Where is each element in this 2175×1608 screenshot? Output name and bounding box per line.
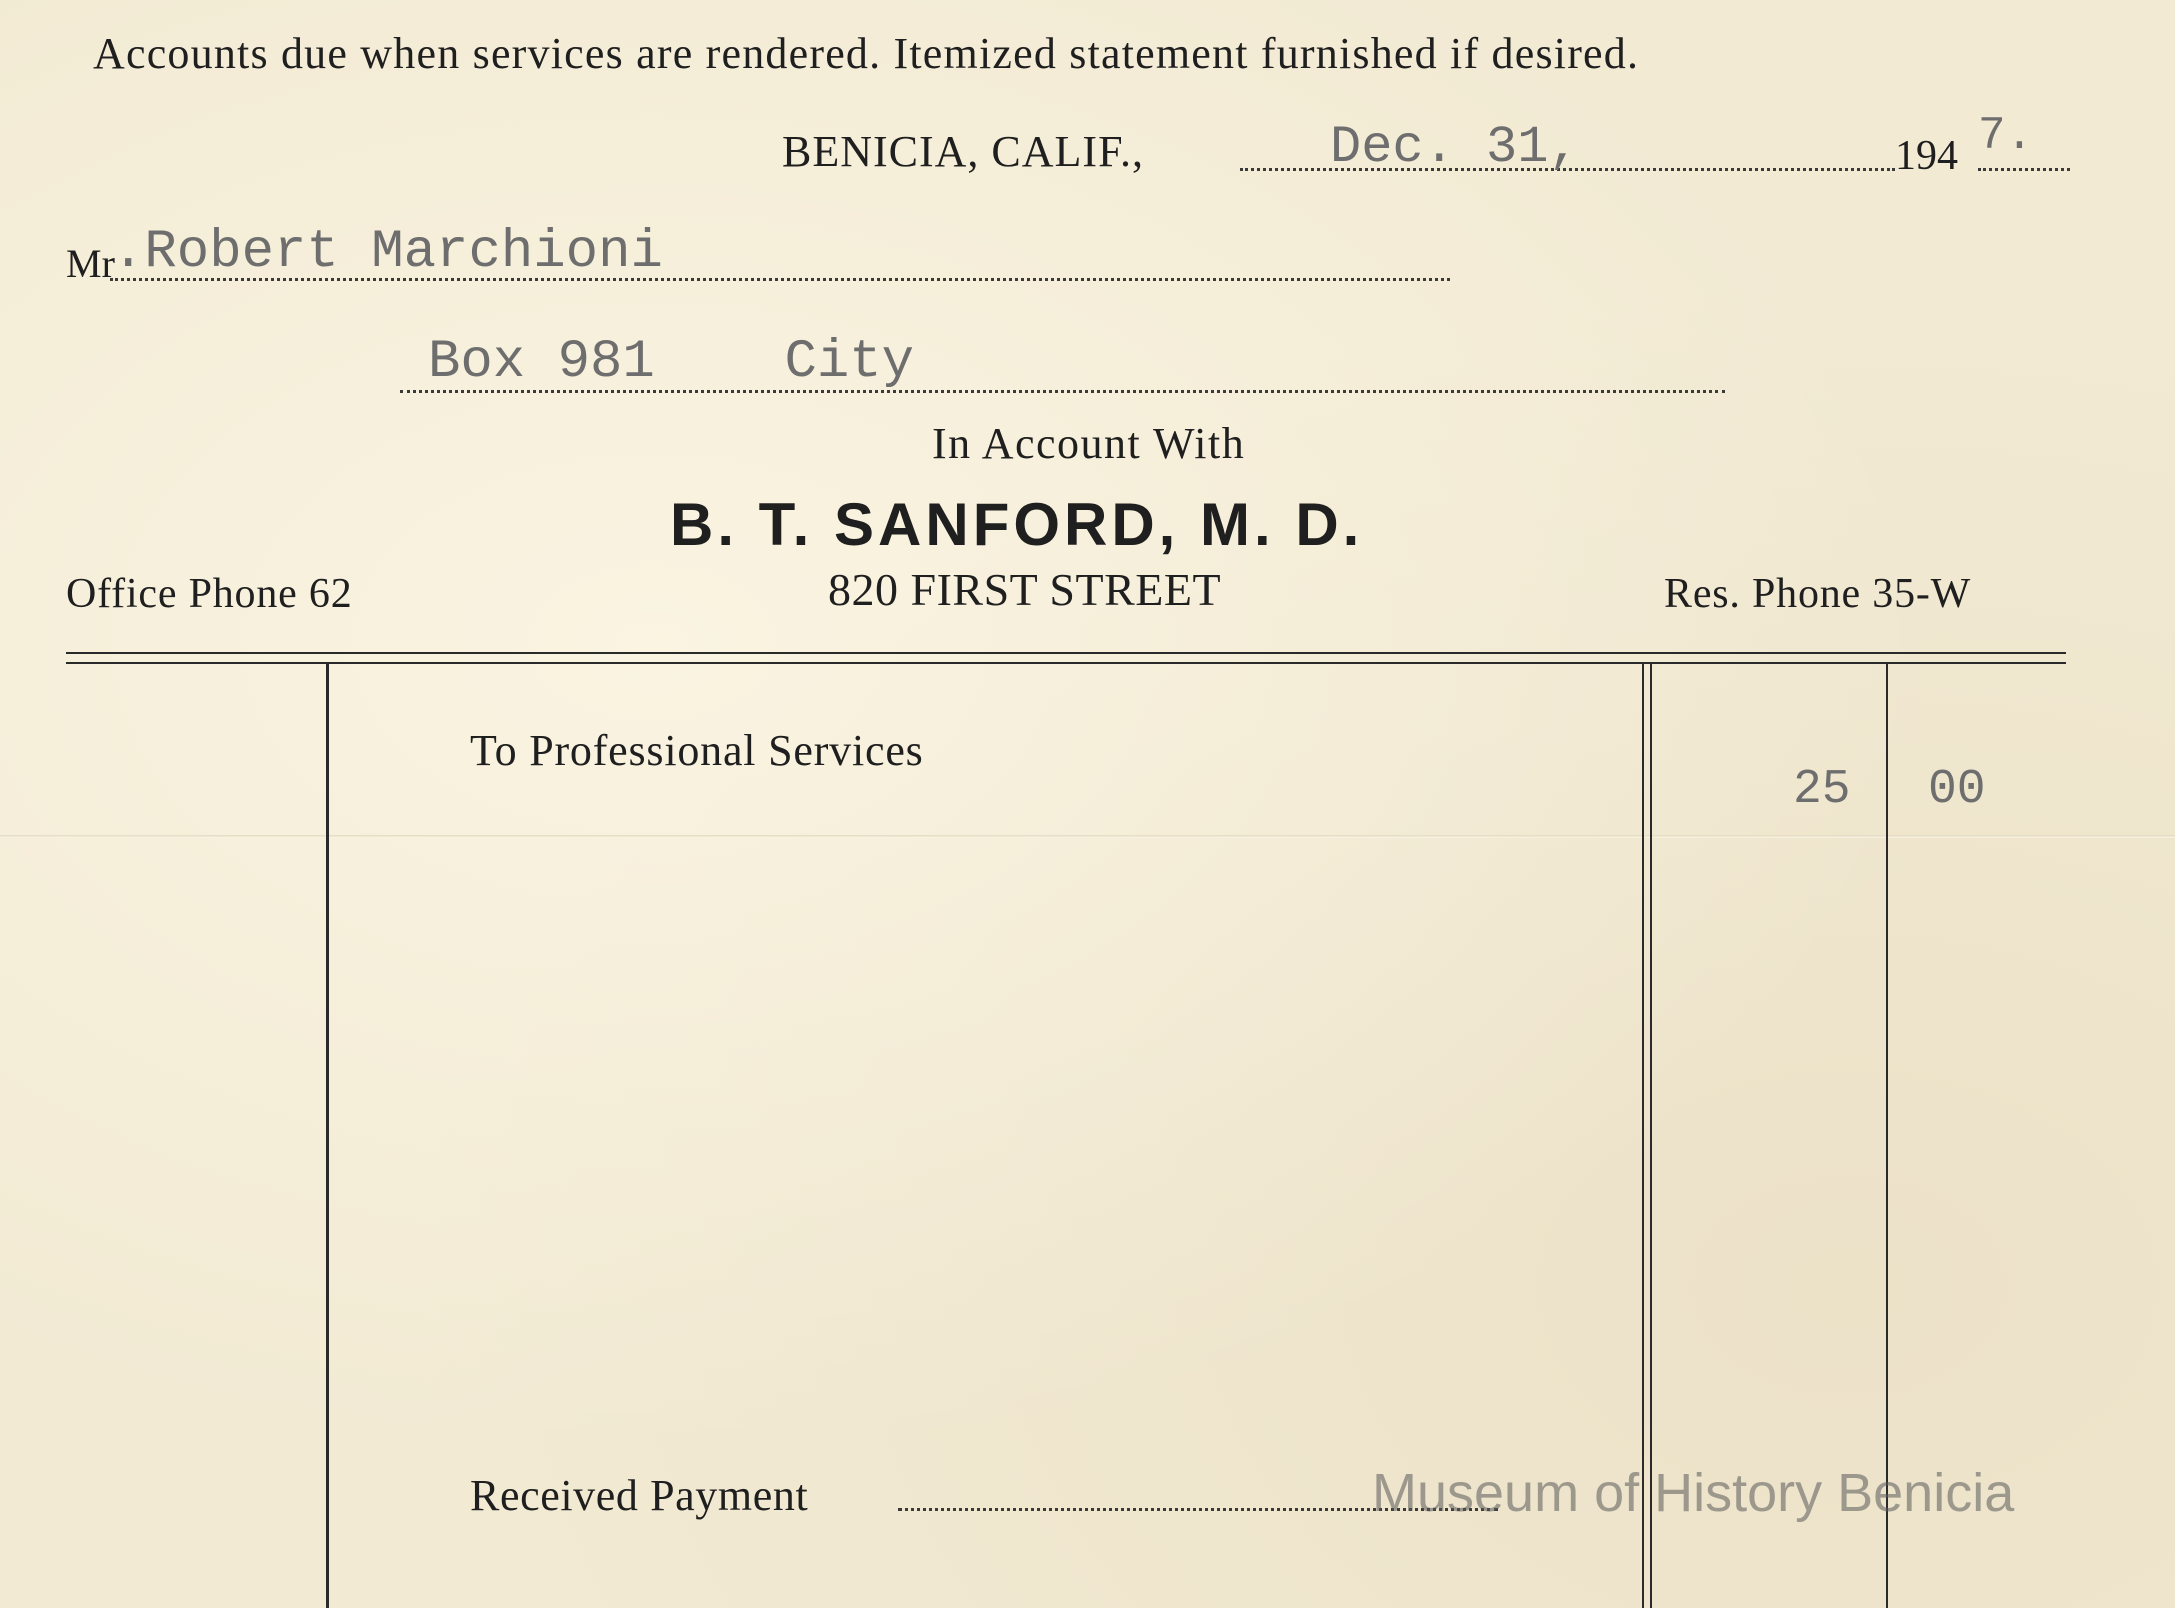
amount-dollars: 25 — [1793, 763, 1851, 817]
date-typed: Dec. 31, — [1330, 118, 1580, 177]
office-phone: Office Phone 62 — [66, 571, 353, 617]
received-payment-label: Received Payment — [470, 1471, 809, 1520]
recipient-address: Box 981 City — [428, 332, 915, 393]
in-account-with: In Account With — [932, 419, 1246, 468]
ledger-item-label: To Professional Services — [470, 726, 924, 775]
salutation-label: Mr — [66, 241, 115, 286]
terms-line: Accounts due when services are rendered. Itemized statement furnished if desired. — [93, 29, 1640, 78]
top-rule — [66, 652, 2066, 654]
provider-name: B. T. SANFORD, M. D. — [670, 491, 1364, 558]
top-rule-second — [66, 662, 2066, 664]
location-label: BENICIA, CALIF., — [782, 127, 1145, 176]
year-printed: 194 — [1895, 133, 1958, 179]
year-dotted-line — [1978, 168, 2070, 171]
res-phone: Res. Phone 35-W — [1664, 571, 1972, 617]
recipient-name: .Robert Marchioni — [112, 222, 663, 283]
museum-watermark: Museum of History Benicia — [1372, 1463, 2015, 1523]
address-dotted-line — [400, 390, 1725, 393]
ledger-left-column-line — [326, 664, 329, 1608]
name-dotted-line — [110, 278, 1450, 281]
year-typed: 7. — [1978, 110, 2034, 162]
provider-address: 820 FIRST STREET — [828, 564, 1222, 615]
amount-cents: 00 — [1928, 763, 1986, 817]
